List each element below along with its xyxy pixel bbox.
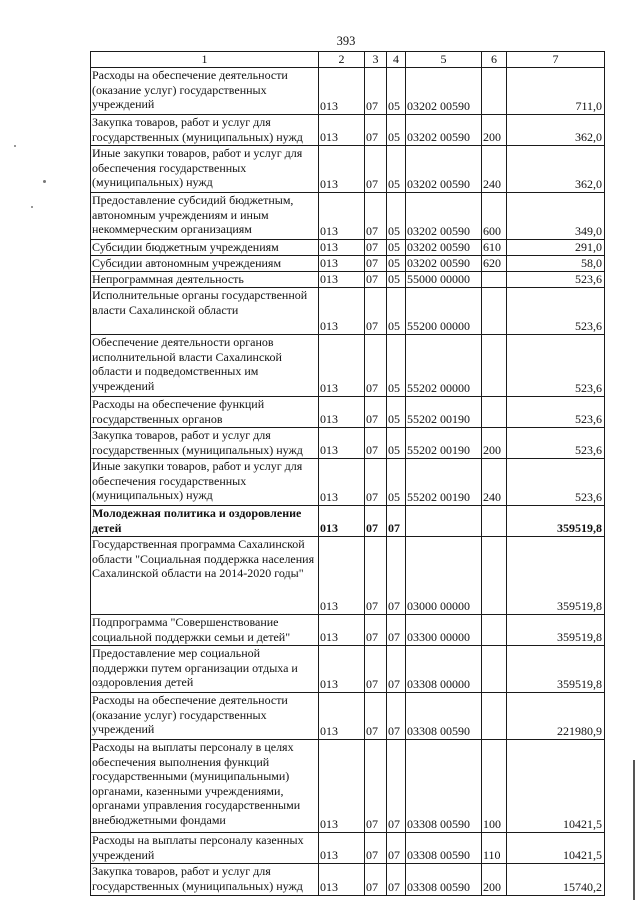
table-row: [91, 397, 605, 428]
row-target-article-cell: 03202 00590: [406, 146, 482, 193]
row-target-article-cell: 03308 00590: [406, 693, 482, 740]
row-section-cell: 07: [365, 240, 387, 256]
row-ministry-code-cell: 013: [319, 740, 365, 833]
row-expense-type-cell: [482, 646, 507, 693]
row-expense-type-cell: 610: [482, 240, 507, 256]
row-amount-cell: 359519,8: [507, 506, 605, 537]
row-name-cell: Подпрограмма "Совершенствование социальной поддержки семьи и детей": [91, 615, 319, 646]
row-subsection-cell: 05: [387, 288, 406, 335]
row-subsection-cell: 07: [387, 506, 406, 537]
table-row: [91, 146, 605, 193]
table-row: [91, 646, 605, 693]
row-target-article-cell: 03202 00590: [406, 193, 482, 240]
row-section-cell: 07: [365, 335, 387, 397]
row-ministry-code-cell: 013: [319, 693, 365, 740]
row-name-cell: Исполнительные органы государственной власти Сахалинской области: [91, 288, 319, 335]
row-section-cell: 07: [365, 397, 387, 428]
row-name-cell: Молодежная политика и оздоровление детей: [91, 506, 319, 537]
row-section-cell: 07: [365, 646, 387, 693]
table-row: [91, 288, 605, 335]
row-subsection-cell: 07: [387, 864, 406, 896]
row-expense-type-cell: 240: [482, 459, 507, 506]
row-subsection-cell: 05: [387, 240, 406, 256]
row-name-cell: Расходы на обеспечение функций государственных органов: [91, 397, 319, 428]
row-ministry-code-cell: 013: [319, 335, 365, 397]
row-target-article-cell: 03308 00590: [406, 740, 482, 833]
row-subsection-cell: 05: [387, 146, 406, 193]
row-section-cell: 07: [365, 615, 387, 646]
row-amount-cell: 15740,2: [507, 864, 605, 896]
row-ministry-code-cell: 013: [319, 240, 365, 256]
row-name-cell: Непрограммная деятельность: [91, 272, 319, 288]
row-subsection-cell: 07: [387, 646, 406, 693]
row-ministry-code-cell: 013: [319, 68, 365, 115]
row-expense-type-cell: [482, 335, 507, 397]
table-row: [91, 272, 605, 288]
table-row: [91, 115, 605, 146]
row-section-cell: 07: [365, 193, 387, 240]
col-header-subsection: 4: [387, 52, 406, 68]
row-amount-cell: 523,6: [507, 397, 605, 428]
scan-speck: [31, 206, 33, 208]
row-section-cell: 07: [365, 428, 387, 459]
row-subsection-cell: 07: [387, 833, 406, 864]
scan-speck: [43, 180, 46, 183]
table-row: [91, 833, 605, 864]
row-section-cell: 07: [365, 68, 387, 115]
row-amount-cell: 291,0: [507, 240, 605, 256]
row-name-cell: Закупка товаров, работ и услуг для государственных (муниципальных) нужд: [91, 428, 319, 459]
row-subsection-cell: 07: [387, 615, 406, 646]
row-name-cell: Расходы на выплаты персоналу в целях обеспечения выполнения функций государственными (муниципальными) органами, казенными учреждениями, органами управления государственными внебюджетными фондами: [91, 740, 319, 833]
row-expense-type-cell: 200: [482, 428, 507, 459]
row-amount-cell: 10421,5: [507, 740, 605, 833]
table-row: [91, 335, 605, 397]
row-name-cell: Субсидии автономным учреждениям: [91, 256, 319, 272]
row-section-cell: 07: [365, 288, 387, 335]
row-name-cell: Расходы на обеспечение деятельности (оказание услуг) государственных учреждений: [91, 693, 319, 740]
row-name-cell: Субсидии бюджетным учреждениям: [91, 240, 319, 256]
row-expense-type-cell: [482, 68, 507, 115]
row-section-cell: 07: [365, 459, 387, 506]
row-ministry-code-cell: 013: [319, 146, 365, 193]
col-header-section: 3: [365, 52, 387, 68]
row-amount-cell: 349,0: [507, 193, 605, 240]
row-target-article-cell: 03202 00590: [406, 256, 482, 272]
row-subsection-cell: 07: [387, 537, 406, 615]
col-header-target-article: 5: [406, 52, 482, 68]
row-name-cell: Расходы на выплаты персоналу казенных учреждений: [91, 833, 319, 864]
row-expense-type-cell: 100: [482, 740, 507, 833]
row-name-cell: Предоставление мер социальной поддержки путем организации отдыха и оздоровления детей: [91, 646, 319, 693]
row-section-cell: 07: [365, 272, 387, 288]
row-name-cell: Закупка товаров, работ и услуг для государственных (муниципальных) нужд: [91, 864, 319, 896]
row-name-cell: Иные закупки товаров, работ и услуг для обеспечения государственных (муниципальных) нужд: [91, 146, 319, 193]
row-subsection-cell: 05: [387, 335, 406, 397]
row-target-article-cell: 55202 00190: [406, 397, 482, 428]
row-subsection-cell: 05: [387, 68, 406, 115]
table-row: [91, 193, 605, 240]
row-expense-type-cell: 200: [482, 864, 507, 896]
row-target-article-cell: 55000 00000: [406, 272, 482, 288]
row-section-cell: 07: [365, 537, 387, 615]
table-row: [91, 740, 605, 833]
row-name-cell: Обеспечение деятельности органов исполнительной власти Сахалинской области и подведомственных им учреждений: [91, 335, 319, 397]
row-ministry-code-cell: 013: [319, 537, 365, 615]
row-subsection-cell: 05: [387, 256, 406, 272]
row-section-cell: 07: [365, 256, 387, 272]
row-amount-cell: 523,6: [507, 335, 605, 397]
row-target-article-cell: 55200 00000: [406, 288, 482, 335]
row-ministry-code-cell: 013: [319, 256, 365, 272]
col-header-ministry: 2: [319, 52, 365, 68]
row-amount-cell: 711,0: [507, 68, 605, 115]
row-ministry-code-cell: 013: [319, 272, 365, 288]
row-expense-type-cell: [482, 272, 507, 288]
row-section-cell: 07: [365, 833, 387, 864]
row-subsection-cell: 05: [387, 397, 406, 428]
row-subsection-cell: 05: [387, 272, 406, 288]
row-name-cell: Предоставление субсидий бюджетным, автономным учреждениям и иным некоммерческим организациям: [91, 193, 319, 240]
row-target-article-cell: 03000 00000: [406, 537, 482, 615]
row-target-article-cell: 55202 00190: [406, 428, 482, 459]
row-expense-type-cell: [482, 506, 507, 537]
row-target-article-cell: 03308 00590: [406, 833, 482, 864]
row-ministry-code-cell: 013: [319, 115, 365, 146]
row-amount-cell: 523,6: [507, 288, 605, 335]
row-target-article-cell: 03202 00590: [406, 240, 482, 256]
row-ministry-code-cell: 013: [319, 459, 365, 506]
row-section-cell: 07: [365, 740, 387, 833]
row-expense-type-cell: [482, 288, 507, 335]
row-section-cell: 07: [365, 864, 387, 896]
row-section-cell: 07: [365, 115, 387, 146]
row-amount-cell: 359519,8: [507, 537, 605, 615]
row-name-cell: Расходы на обеспечение деятельности (оказание услуг) государственных учреждений: [91, 68, 319, 115]
row-expense-type-cell: [482, 397, 507, 428]
row-subsection-cell: 05: [387, 193, 406, 240]
row-target-article-cell: 03300 00000: [406, 615, 482, 646]
scan-speck: [14, 145, 16, 147]
row-amount-cell: 359519,8: [507, 615, 605, 646]
row-target-article-cell: [406, 506, 482, 537]
table-row: [91, 68, 605, 115]
row-amount-cell: 523,6: [507, 459, 605, 506]
row-subsection-cell: 05: [387, 428, 406, 459]
scan-edge-mark: [633, 760, 635, 900]
row-target-article-cell: 55202 00000: [406, 335, 482, 397]
table-row: [91, 506, 605, 537]
row-target-article-cell: 03202 00590: [406, 68, 482, 115]
row-amount-cell: 362,0: [507, 115, 605, 146]
header-row: [91, 52, 605, 68]
row-target-article-cell: 03308 00000: [406, 646, 482, 693]
row-ministry-code-cell: 013: [319, 615, 365, 646]
row-expense-type-cell: [482, 615, 507, 646]
table-row: [91, 459, 605, 506]
row-target-article-cell: 03202 00590: [406, 115, 482, 146]
row-section-cell: 07: [365, 693, 387, 740]
row-expense-type-cell: 600: [482, 193, 507, 240]
budget-table: [90, 51, 605, 896]
table-row: [91, 428, 605, 459]
row-expense-type-cell: [482, 537, 507, 615]
table-row: [91, 615, 605, 646]
page-number: 393: [336, 34, 356, 48]
row-subsection-cell: 05: [387, 459, 406, 506]
row-amount-cell: 362,0: [507, 146, 605, 193]
table-row: [91, 537, 605, 615]
row-target-article-cell: 55202 00190: [406, 459, 482, 506]
row-section-cell: 07: [365, 506, 387, 537]
row-name-cell: Закупка товаров, работ и услуг для государственных (муниципальных) нужд: [91, 115, 319, 146]
table-row: [91, 864, 605, 896]
row-ministry-code-cell: 013: [319, 646, 365, 693]
row-ministry-code-cell: 013: [319, 506, 365, 537]
col-header-amount: 7: [507, 52, 605, 68]
table-row: [91, 693, 605, 740]
row-section-cell: 07: [365, 146, 387, 193]
row-name-cell: Государственная программа Сахалинской области "Социальная поддержка населения Сахалинской области на 2014-2020 годы": [91, 537, 319, 615]
col-header-name: 1: [91, 52, 319, 68]
table-row: [91, 256, 605, 272]
row-ministry-code-cell: 013: [319, 833, 365, 864]
row-amount-cell: 58,0: [507, 256, 605, 272]
col-header-expense-type: 6: [482, 52, 507, 68]
row-subsection-cell: 07: [387, 740, 406, 833]
row-subsection-cell: 05: [387, 115, 406, 146]
row-ministry-code-cell: 013: [319, 288, 365, 335]
row-expense-type-cell: 620: [482, 256, 507, 272]
row-target-article-cell: 03308 00590: [406, 864, 482, 896]
row-amount-cell: 359519,8: [507, 646, 605, 693]
row-expense-type-cell: [482, 693, 507, 740]
row-expense-type-cell: 110: [482, 833, 507, 864]
row-amount-cell: 10421,5: [507, 833, 605, 864]
row-ministry-code-cell: 013: [319, 864, 365, 896]
table-row: [91, 240, 605, 256]
row-amount-cell: 523,6: [507, 272, 605, 288]
row-expense-type-cell: 200: [482, 115, 507, 146]
row-amount-cell: 523,6: [507, 428, 605, 459]
row-expense-type-cell: 240: [482, 146, 507, 193]
row-subsection-cell: 07: [387, 693, 406, 740]
row-ministry-code-cell: 013: [319, 428, 365, 459]
row-name-cell: Иные закупки товаров, работ и услуг для обеспечения государственных (муниципальных) нужд: [91, 459, 319, 506]
row-amount-cell: 221980,9: [507, 693, 605, 740]
row-ministry-code-cell: 013: [319, 193, 365, 240]
row-ministry-code-cell: 013: [319, 397, 365, 428]
